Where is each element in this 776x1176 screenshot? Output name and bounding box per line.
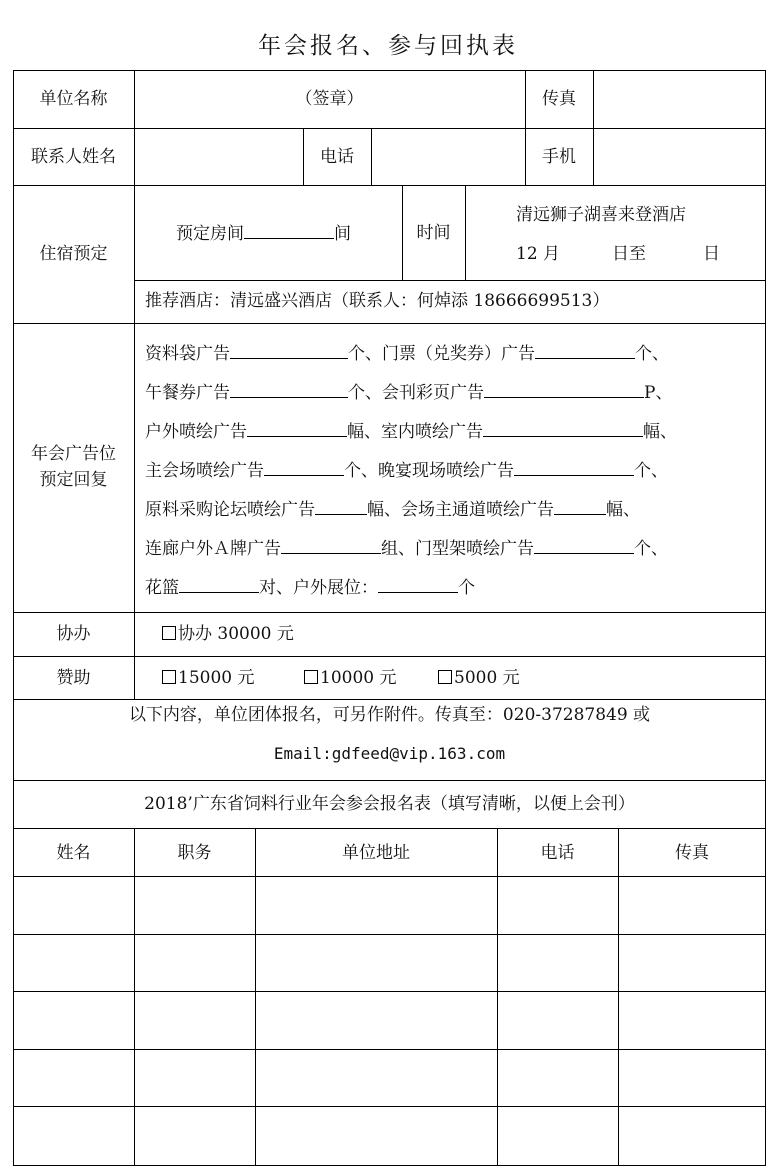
- ads-line-7: 花篮 对、户外展位： 个: [145, 578, 475, 598]
- col-address: 单位地址: [342, 843, 410, 863]
- time-label: 时间: [416, 223, 451, 243]
- contact-name-field[interactable]: [135, 129, 302, 184]
- table-row[interactable]: [14, 877, 765, 933]
- checkbox-icon[interactable]: [162, 670, 176, 684]
- blank[interactable]: [179, 577, 259, 593]
- note-email: Email:gdfeed@vip.163.com: [273, 744, 506, 763]
- blank[interactable]: [484, 382, 644, 398]
- checkbox-icon[interactable]: [162, 626, 176, 640]
- fax-label: 传真: [542, 89, 576, 109]
- col-phone: 电话: [540, 843, 575, 863]
- cohost-option[interactable]: 协办 30000 元: [162, 624, 294, 644]
- sponsor-option-1[interactable]: 15000 元: [162, 668, 254, 688]
- table-row[interactable]: [14, 992, 765, 1048]
- ads-label-line1: 年会广告位: [31, 444, 116, 464]
- room-booking: [176, 223, 351, 244]
- contact-name-label: 联系人姓名: [31, 147, 116, 167]
- sponsor-label: 赞助: [56, 668, 91, 688]
- seal-label: （签章）: [295, 89, 364, 109]
- ads-line-6: 连廊户外Ａ牌广告 组、门型架喷绘广告 个、: [145, 539, 668, 559]
- blank[interactable]: [315, 499, 367, 515]
- blank[interactable]: [264, 460, 344, 476]
- col-name: 姓名: [56, 843, 91, 863]
- mobile-label: 手机: [542, 147, 576, 167]
- note-line-1: 以下内容，单位团体报名，可另作附件。传真至：020-37287849 或: [128, 705, 651, 725]
- blank[interactable]: [554, 499, 606, 515]
- sponsor-option-2[interactable]: 10000 元: [304, 668, 396, 688]
- mobile-field[interactable]: [594, 129, 765, 184]
- blank[interactable]: [535, 343, 635, 359]
- recommended-hotel: 推荐酒店：清远盛兴酒店（联系人：何焯添 18666699513）: [145, 291, 610, 311]
- room-suffix: 间: [334, 224, 351, 244]
- ads-label-line2: 预定回复: [39, 470, 108, 490]
- blank[interactable]: [230, 382, 348, 398]
- sponsor-option-3[interactable]: 5000 元: [438, 668, 520, 688]
- ads-line-4: 主会场喷绘广告 个、晚宴现场喷绘广告 个、: [145, 461, 668, 481]
- phone-label: 电话: [320, 147, 354, 167]
- ads-line-2: 午餐券广告 个、会刊彩页广告 P、: [145, 383, 673, 403]
- blank[interactable]: [281, 538, 381, 554]
- checkbox-icon[interactable]: [438, 670, 452, 684]
- fax-field[interactable]: [594, 71, 765, 127]
- cohost-label: 协办: [56, 624, 91, 644]
- blank[interactable]: [247, 421, 347, 437]
- phone-field[interactable]: [372, 129, 524, 184]
- unit-name-label: 单位名称: [39, 89, 108, 109]
- registration-form-title: 2018’广东省饲料行业年会参会报名表（填写清晰，以便上会刊）: [144, 794, 635, 814]
- date-from: 日至: [612, 244, 646, 264]
- table-row[interactable]: [14, 935, 765, 990]
- blank[interactable]: [483, 421, 643, 437]
- ads-line-5: 原料采购论坛喷绘广告 幅、会场主通道喷绘广告 幅、: [145, 500, 640, 520]
- col-position: 职务: [177, 843, 212, 863]
- table-row[interactable]: [14, 1050, 765, 1105]
- blank[interactable]: [514, 460, 634, 476]
- blank[interactable]: [230, 343, 348, 359]
- ads-line-3: 户外喷绘广告 幅、室内喷绘广告 幅、: [145, 422, 677, 442]
- hotel-name: 清远狮子湖喜来登酒店: [516, 205, 686, 225]
- room-count-blank[interactable]: [244, 223, 334, 239]
- ads-line-1: 资料袋广告 个、门票（兑奖券）广告 个、: [145, 344, 669, 364]
- col-fax: 传真: [675, 843, 709, 863]
- blank[interactable]: [378, 577, 458, 593]
- page-title: 年会报名、参与回执表: [258, 33, 518, 59]
- lodging-label: 住宿预定: [39, 244, 108, 264]
- room-prefix: 预定房间: [176, 224, 244, 244]
- blank[interactable]: [534, 538, 634, 554]
- date-to: 日: [703, 244, 720, 264]
- date-month: 12 月: [516, 244, 561, 264]
- checkbox-icon[interactable]: [304, 670, 318, 684]
- table-row[interactable]: [14, 1107, 765, 1165]
